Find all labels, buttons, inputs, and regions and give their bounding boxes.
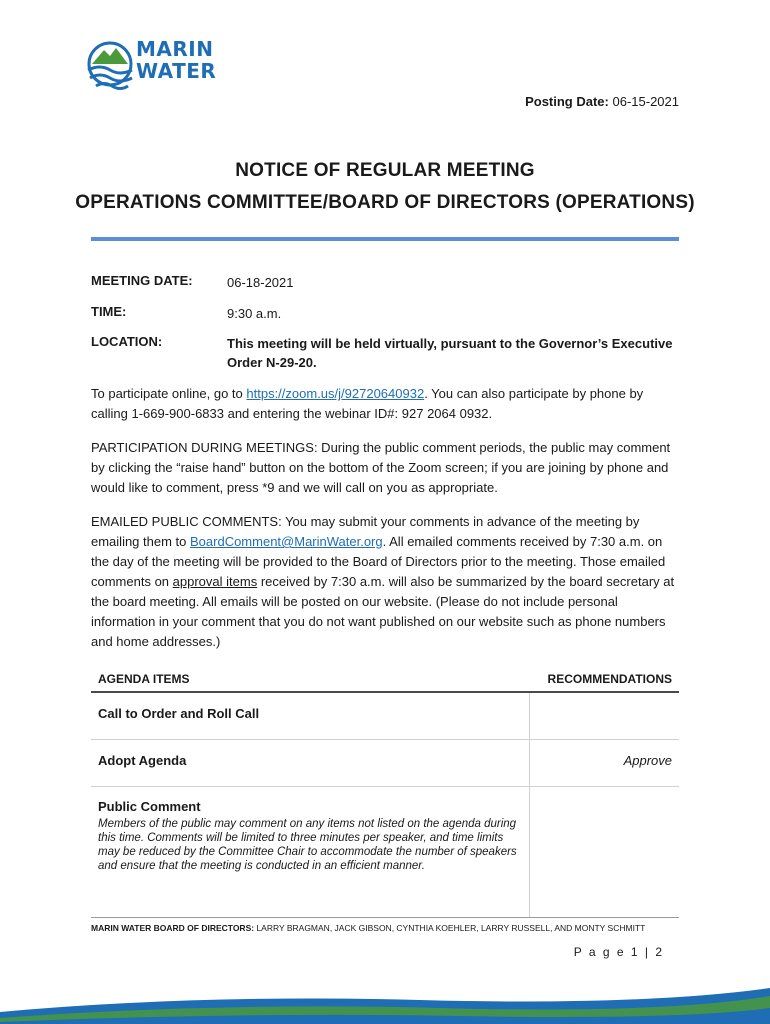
email-link[interactable]: BoardComment@MarinWater.org — [190, 534, 383, 549]
committee-title: OPERATIONS COMMITTEE/BOARD OF DIRECTORS (OPERATIONS) — [75, 192, 695, 213]
marin-water-logo — [86, 34, 246, 104]
board-of-directors: MARIN WATER BOARD OF DIRECTORS: LARRY BRAGMAN, JACK GIBSON, CYNTHIA KOEHLER, LARRY RUSSELL, AND MONTY SCHMITT — [91, 923, 646, 933]
posting-date: Posting Date: 06-15-2021 — [525, 94, 679, 109]
mountain-wave-icon — [86, 34, 134, 98]
agenda-row: Call to Order and Roll Call — [91, 693, 679, 740]
footer-wave-band — [0, 972, 770, 1024]
logo-wordmark: MARIN WATER — [136, 37, 217, 83]
emailed-comments-paragraph: EMAILED PUBLIC COMMENTS: You may submit your comments in advance of the meeting by emailing them to BoardComment@MarinWater.org. All emailed comments received by 7:30 a.m. on the day of the meeting will be provided to the Board of Directors prior to the meeting. Those emailed comments on approval items received by 7:30 a.m. will also be summarized by the board secretary at the board meeting. All emails will be posted on our website. (Please do not include personal information in your comment that you do not want published on our website such as phone numbers and home addresses.) — [91, 514, 675, 649]
agenda-row: Public Comment Members of the public may comment on any items not listed on the agenda during this time. Comments will be limited to three minutes per speaker, and time limits may be reduced by the Committee Chair to accommodate the number of speakers and ensure that the meeting is conducted in an efficient manner. — [91, 787, 679, 918]
footer-divider — [91, 917, 679, 918]
participation-paragraph: PARTICIPATION DURING MEETINGS: During the public comment periods, the public may comment by clicking the “raise hand” button on the bottom of the Zoom screen; if you are joining by phone and would like to comment, press *9 and we will call on you as appropriate. — [91, 440, 671, 495]
zoom-link[interactable]: https://zoom.us/j/92720640932 — [246, 386, 425, 401]
agenda-row: Adopt Agenda Approve — [91, 740, 679, 787]
agenda-header: AGENDA ITEMS RECOMMENDATIONS — [91, 669, 679, 693]
title-divider — [91, 237, 679, 241]
participate-paragraph: To participate online, go to https://zoom.us/j/92720640932. You can also participate by phone by calling 1-669-900-6833 and entering the webinar ID#: 927 2064 0932. — [91, 386, 644, 421]
page-number: P a g e 1 | 2 — [573, 945, 664, 959]
notice-title: NOTICE OF REGULAR MEETING — [235, 160, 535, 181]
